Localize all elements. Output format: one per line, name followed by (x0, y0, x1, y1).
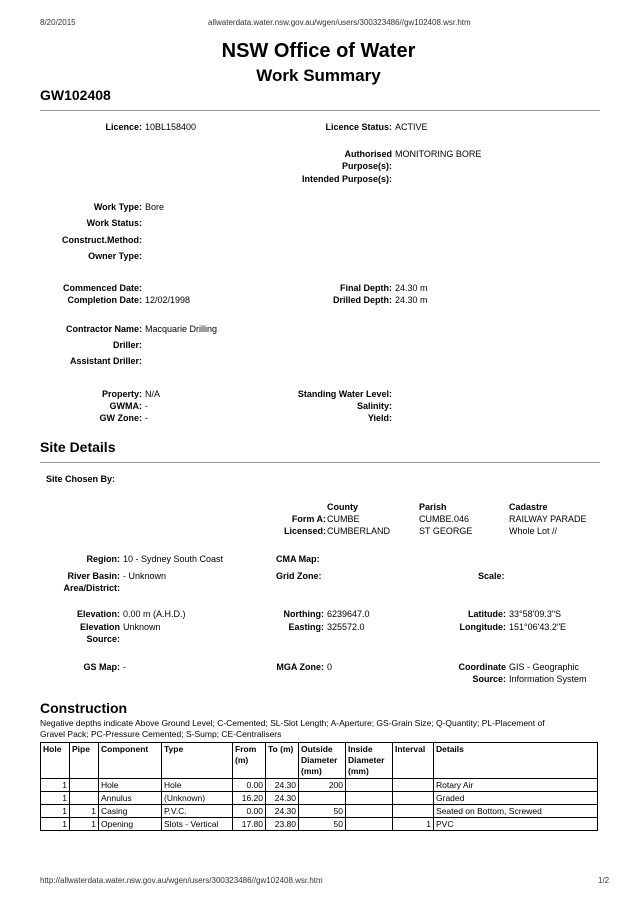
cadastre-header: Cadastre (509, 502, 548, 512)
column-header: From (m) (233, 743, 266, 779)
construction-heading: Construction (40, 700, 128, 716)
table-cell: 16.20 (233, 792, 266, 805)
construct-method-label: Construct.Method: (62, 235, 142, 245)
divider (40, 462, 600, 463)
page-subtitle: Work Summary (256, 66, 381, 85)
northing-label: Northing: (283, 609, 324, 619)
coordinate-source-label: Coordinate (458, 662, 506, 672)
licence-value: 10BL158400 (145, 122, 197, 132)
column-header: Type (162, 743, 233, 779)
gw-zone-value: - (145, 413, 148, 423)
coordinate-source-value: GIS - Geographic (509, 662, 580, 672)
work-id: GW102408 (40, 87, 111, 103)
table-cell (346, 805, 393, 818)
table-cell: 1 (70, 805, 99, 818)
divider (40, 110, 600, 111)
final-depth-label: Final Depth: (340, 283, 392, 293)
owner-type-label: Owner Type: (88, 251, 142, 261)
county-header: County (327, 502, 358, 512)
table-cell: Opening (99, 818, 162, 831)
work-type-value: Bore (145, 202, 165, 212)
purposes-label: Purpose(s): (341, 161, 392, 171)
cma-map-label: CMA Map: (276, 554, 320, 564)
latitude-label: Latitude: (468, 609, 506, 619)
river-basin-value: - Unknown (123, 571, 167, 581)
table-cell (346, 792, 393, 805)
table-cell: 1 (41, 805, 70, 818)
region-label: Region: (86, 554, 120, 564)
table-cell: Hole (162, 779, 233, 792)
gs-map-value: - (123, 662, 126, 672)
coordinate-source-label-2: Source: (472, 674, 506, 684)
licensed-label: Licensed: (283, 526, 326, 536)
table-row (41, 792, 598, 805)
column-header: Outside Diameter (mm) (299, 743, 346, 779)
page-title: NSW Office of Water (221, 40, 416, 62)
column-header: Details (434, 743, 598, 779)
table-header-row (41, 743, 598, 779)
table-cell: Casing (99, 805, 162, 818)
table-cell: Rotary Air (434, 779, 598, 792)
licensed-cadastre: Whole Lot // (509, 526, 558, 536)
area-district-label: Area/District: (63, 583, 120, 593)
site-details-heading: Site Details (40, 439, 116, 455)
table-cell (393, 779, 434, 792)
driller-label: Driller: (112, 340, 142, 350)
contractor-label: Contractor Name: (65, 324, 142, 334)
drilled-depth-value: 24.30 m (395, 295, 428, 305)
easting-label: Easting: (288, 622, 324, 632)
table-cell (393, 792, 434, 805)
salinity-label: Salinity: (356, 401, 392, 411)
table-row (41, 805, 598, 818)
column-header: Component (99, 743, 162, 779)
table-cell: 200 (299, 779, 346, 792)
gs-map-label: GS Map: (83, 662, 120, 672)
property-value: N/A (145, 389, 161, 399)
licensed-county: CUMBERLAND (327, 526, 391, 536)
table-cell: P.V.C. (162, 805, 233, 818)
print-date: 8/20/2015 (40, 18, 76, 27)
table-cell: 1 (70, 818, 99, 831)
construction-table (40, 742, 598, 831)
form-a-county: CUMBE (327, 514, 360, 524)
licence-label: Licence: (105, 122, 142, 132)
table-cell: 1 (393, 818, 434, 831)
form-a-cadastre: RAILWAY PARADE (509, 514, 587, 524)
elevation-source-value: Unknown (123, 622, 161, 632)
completion-date-value: 12/02/1998 (145, 295, 191, 305)
coordinate-source-value-2: Information System (509, 674, 587, 684)
print-url[interactable]: allwaterdata.water.nsw.gov.au/wgen/users/300323486//gw102408.wsr.htm (208, 18, 471, 27)
table-cell (70, 779, 99, 792)
mga-zone-value: 0 (327, 662, 333, 672)
table-cell (346, 818, 393, 831)
table-row (41, 818, 598, 831)
table-cell: Graded (434, 792, 598, 805)
work-type-label: Work Type: (93, 202, 142, 212)
table-cell: (Unknown) (162, 792, 233, 805)
authorised-label: Authorised (344, 149, 392, 159)
construction-note: Negative depths indicate Above Ground Level; C-Cemented; SL-Slot Length; A-Aperture; GS-Grain Size; Q-Quantity; PL-Placement of (40, 718, 545, 728)
completion-date-label: Completion Date: (67, 295, 142, 305)
longitude-label: Longitude: (459, 622, 506, 632)
table-cell: 50 (299, 805, 346, 818)
table-cell: Hole (99, 779, 162, 792)
elevation-value: 0.00 m (A.H.D.) (123, 609, 186, 619)
licence-status-label: Licence Status: (325, 122, 392, 132)
standing-water-level-label: Standing Water Level: (297, 389, 392, 399)
property-label: Property: (101, 389, 142, 399)
drilled-depth-label: Drilled Depth: (332, 295, 392, 305)
yield-label: Yield: (367, 413, 392, 423)
site-chosen-label: Site Chosen By: (46, 474, 116, 484)
river-basin-label: River Basin: (67, 571, 120, 581)
table-cell: PVC (434, 818, 598, 831)
table-cell: 1 (41, 818, 70, 831)
gwma-value: - (145, 401, 148, 411)
elevation-source-label: Elevation (79, 622, 120, 632)
table-cell: 50 (299, 818, 346, 831)
construction-note-2: Gravel Pack; PC-Pressure Cemented; S-Sump; CE-Centralisers (40, 729, 282, 739)
licence-status-value: ACTIVE (395, 122, 428, 132)
work-status-label: Work Status: (86, 218, 142, 228)
column-header: Hole (41, 743, 70, 779)
column-header: Pipe (70, 743, 99, 779)
table-cell (393, 805, 434, 818)
parish-header: Parish (419, 502, 447, 512)
authorised-value: MONITORING BORE (395, 149, 482, 159)
table-cell: 24.30 (266, 805, 299, 818)
elevation-label: Elevation: (76, 609, 120, 619)
gw-zone-label: GW Zone: (99, 413, 142, 423)
assistant-driller-label: Assistant Driller: (69, 356, 142, 366)
table-cell: 24.30 (266, 779, 299, 792)
longitude-value: 151°06'43.2"E (509, 622, 567, 632)
table-cell: 1 (41, 779, 70, 792)
column-header: Interval (393, 743, 434, 779)
table-cell (299, 792, 346, 805)
form-a-parish: CUMBE.046 (419, 514, 470, 524)
footer-url[interactable]: http://allwaterdata.water.nsw.gov.au/wgen/users/300323486//gw102408.wsr.htm (40, 876, 323, 885)
commenced-date-label: Commenced Date: (62, 283, 142, 293)
latitude-value: 33°58'09.3"S (509, 609, 562, 619)
table-cell: Slots - Vertical (162, 818, 233, 831)
intended-purposes-label: Intended Purpose(s): (301, 174, 392, 184)
grid-zone-label: Grid Zone: (276, 571, 322, 581)
column-header: To (m) (266, 743, 299, 779)
table-cell: 24.30 (266, 792, 299, 805)
table-cell (70, 792, 99, 805)
mga-zone-label: MGA Zone: (276, 662, 324, 672)
final-depth-value: 24.30 m (395, 283, 428, 293)
table-cell: Annulus (99, 792, 162, 805)
region-value: 10 - Sydney South Coast (123, 554, 224, 564)
table-cell: 1 (41, 792, 70, 805)
table-cell: 17.80 (233, 818, 266, 831)
northing-value: 6239647.0 (327, 609, 370, 619)
table-cell: Seated on Bottom, Screwed (434, 805, 598, 818)
table-cell: 0.00 (233, 805, 266, 818)
elevation-source-label-2: Source: (86, 634, 120, 644)
table-cell: 0.00 (233, 779, 266, 792)
licensed-parish: ST GEORGE (419, 526, 473, 536)
form-a-label: Form A: (291, 514, 326, 524)
page-number: 1/2 (598, 876, 610, 885)
table-cell: 23.80 (266, 818, 299, 831)
column-header: Inside Diameter (mm) (346, 743, 393, 779)
scale-label: Scale: (478, 571, 505, 581)
gwma-label: GWMA: (109, 401, 142, 411)
table-cell (346, 779, 393, 792)
contractor-value: Macquarie Drilling (145, 324, 218, 334)
table-row (41, 779, 598, 792)
easting-value: 325572.0 (327, 622, 365, 632)
